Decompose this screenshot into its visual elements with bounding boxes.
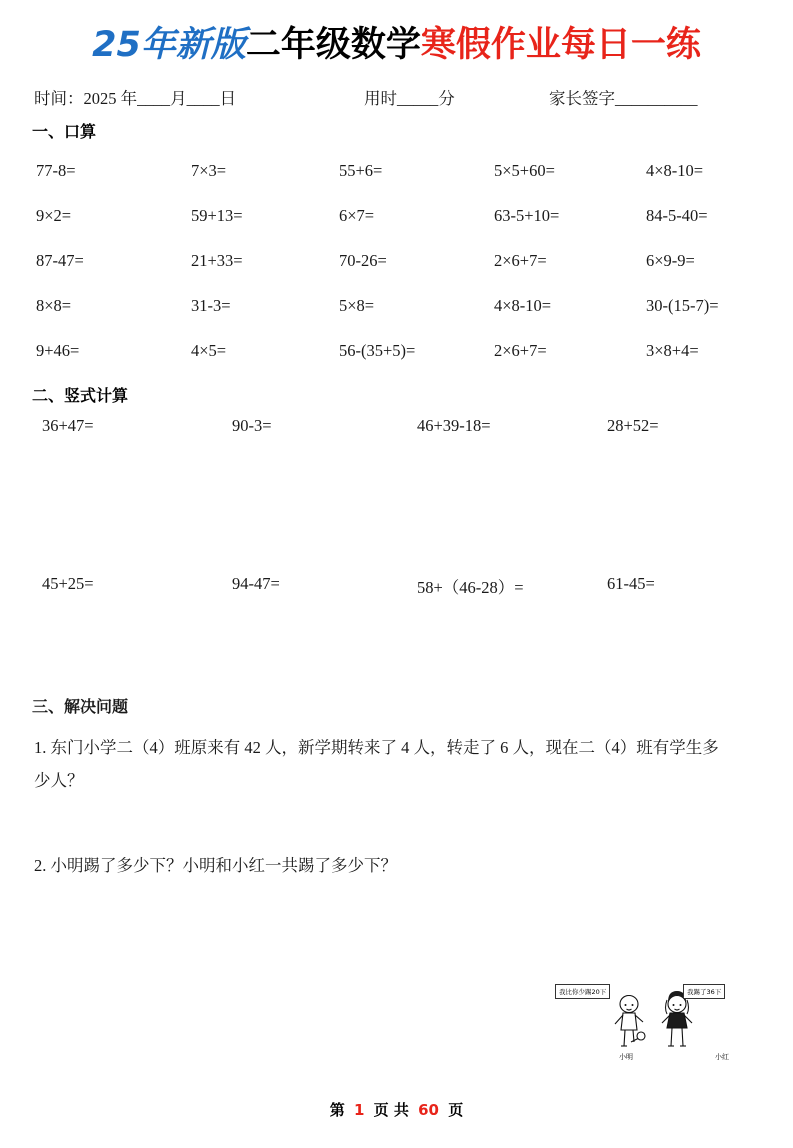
- oral-item: 6×7=: [339, 205, 375, 225]
- vertical-item: 36+47=: [42, 415, 94, 435]
- oral-item: 30-(15-7)=: [646, 295, 719, 315]
- vertical-item: 94-47=: [232, 573, 280, 593]
- oral-item: 9×2=: [36, 205, 72, 225]
- speech-bubble-right: 我踢了36下: [683, 984, 725, 999]
- footer-page-number: 1: [353, 1101, 365, 1119]
- title-segment-blue: 25年新版: [92, 25, 246, 65]
- oral-item: 5×5+60=: [494, 160, 555, 180]
- word-problem-item: 2. 小明踢了多少下？小明和小红一共踢了多少下？: [34, 855, 397, 875]
- oral-item: 87-47=: [36, 250, 84, 270]
- meta-row: [28, 85, 765, 109]
- oral-item: 5×8=: [339, 295, 375, 315]
- oral-item: 6×9-9=: [646, 250, 695, 270]
- footer-total-pages: 60: [418, 1101, 439, 1119]
- oral-item: 2×6+7=: [494, 340, 547, 360]
- vertical-item: 61-45=: [607, 573, 655, 593]
- oral-calculation-grid: [28, 148, 765, 373]
- oral-item: 4×5=: [191, 340, 227, 360]
- vertical-item: 58+（46-28）=: [417, 577, 524, 597]
- title-segment-black: 二年级数学: [245, 25, 421, 65]
- oral-item: 8×8=: [36, 295, 72, 315]
- kid-name-right: 小红: [715, 1053, 729, 1061]
- word-problem-item: 1. 东门小学二（4）班原来有 42 人，新学期转来了 4 人，转走了 6 人，现在二（4）班有学生多少人？: [34, 737, 719, 790]
- oral-item: 4×8-10=: [646, 160, 704, 180]
- oral-item: 84-5-40=: [646, 205, 708, 225]
- oral-item: 7×3=: [191, 160, 227, 180]
- page-footer: [0, 1099, 793, 1120]
- oral-item: 70-26=: [339, 250, 387, 270]
- oral-item: 3×8+4=: [646, 340, 699, 360]
- vertical-item: 45+25=: [42, 573, 94, 593]
- oral-item: 55+6=: [339, 160, 383, 180]
- vertical-item: 46+39-18=: [417, 415, 491, 435]
- vertical-calculation-row-2: [28, 574, 765, 598]
- time-used-field: 用时_____分: [364, 88, 455, 108]
- oral-item: 9+46=: [36, 340, 80, 360]
- oral-item: 59+13=: [191, 205, 243, 225]
- footer-suffix: 页: [448, 1101, 464, 1119]
- section-heading-oral: 一、口算: [32, 121, 97, 141]
- parent-signature-field: 家长签字__________: [549, 88, 698, 108]
- footer-middle: 页 共: [373, 1101, 409, 1119]
- speech-bubble-left: 我比你少踢20下: [555, 984, 610, 999]
- section-heading-word-problems: 三、解决问题: [32, 696, 129, 716]
- section-heading-vertical: 二、竖式计算: [32, 385, 129, 405]
- vertical-work-space-1: [28, 436, 765, 564]
- worksheet-page: [0, 26, 793, 1148]
- oral-item: 21+33=: [191, 250, 243, 270]
- kid-name-left: 小明: [619, 1053, 633, 1061]
- footer-prefix: 第: [329, 1101, 345, 1119]
- oral-item: 63-5+10=: [494, 205, 560, 225]
- page-title: [28, 26, 765, 65]
- oral-item: 4×8-10=: [494, 295, 552, 315]
- oral-item: 56-(35+5)=: [339, 340, 416, 360]
- oral-item: 2×6+7=: [494, 250, 547, 270]
- vertical-item: 28+52=: [607, 415, 659, 435]
- oral-item: 31-3=: [191, 295, 231, 315]
- illustration-kids: [555, 978, 755, 1068]
- vertical-calculation-row-1: [28, 416, 765, 436]
- date-field: 时间：2025 年____月____日: [34, 88, 237, 108]
- vertical-item: 90-3=: [232, 415, 272, 435]
- title-segment-red: 寒假作业每日一练: [420, 25, 701, 65]
- oral-item: 77-8=: [36, 160, 76, 180]
